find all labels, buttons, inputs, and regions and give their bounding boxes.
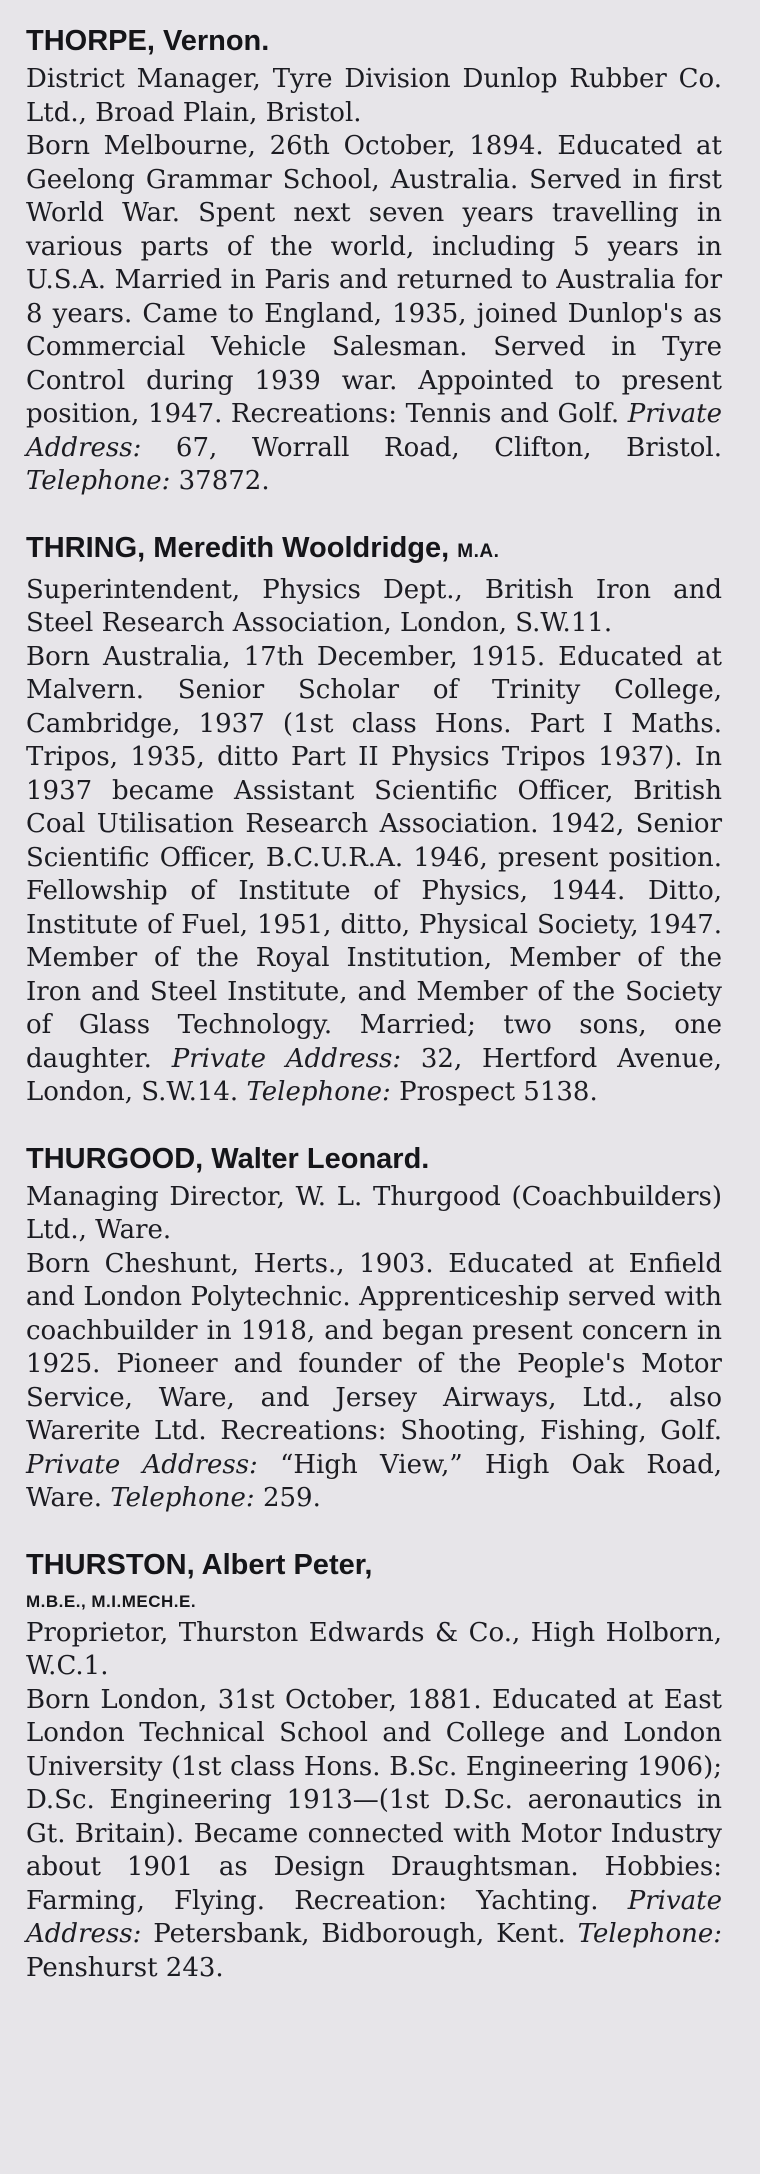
telephone-label: Telephone: <box>577 1919 723 1949</box>
entry-given-names: Meredith Wooldridge, <box>153 531 450 564</box>
address-value: Petersbank, Bidborough, Kent. <box>153 1919 566 1949</box>
entry-thorpe <box>26 22 722 499</box>
address-value: 32, Hertford Avenue, London, S.W.14. <box>26 1043 723 1107</box>
entry-position: Proprietor, Thurston Edwards & Co., High Holborn, W.C.1. <box>26 1617 722 1681</box>
telephone-value: Prospect 5138. <box>399 1077 598 1107</box>
address-label: Private Address: <box>26 1885 722 1949</box>
address-label: Private Address: <box>26 399 722 463</box>
entry-given-names: Walter Leonard. <box>211 1142 430 1175</box>
entry-biography: Born Australia, 17th December, 1915. Educated at Malvern. Senior Scholar of Trinity College, Cambridge, 1937 (1st class Hons. Part I Maths. Tripos, 1935, ditto Part II Physics Tripos 1937). In 1937 became Assistant Scientific Officer, British Coal Utilisation Research Association. 1942, Senior Scientific Officer, B.C.U.R.A. 1946, present position. Fellowship of Institute of Physics, 1944. Ditto, Institute of Fuel, 1951, ditto, Physical Society, 1947. Member of the Royal Institution, Member of the Iron and Steel Institute, and Member of the Society of Glass Technology. Married; two sons, one daughter. Private Address: 32, Hertford Avenue, London, S.W.14. Telephone: Prospect 5138. <box>26 641 723 1107</box>
telephone-value: Penshurst 243. <box>26 1952 224 1983</box>
entry-thurston <box>26 1546 722 1986</box>
telephone-value: 259. <box>262 1483 321 1513</box>
entry-biography: Born Cheshunt, Herts., 1903. Educated at Enfield and London Polytechnic. Apprenticeship served with coachbuilder in 1918, and began present concern in 1925. Pioneer and founder of the People's Motor Service, Ware, and Jersey Airways, Ltd., also Warerite Ltd. Recreations: Shooting, Fishing, Golf. Private Address: “High View,” High Oak Road, Ware. Telephone: 259. <box>26 1248 722 1513</box>
telephone-label: Telephone: <box>110 1483 255 1513</box>
telephone-label: Telephone: <box>26 466 171 496</box>
address-label: Private Address: <box>171 1043 402 1074</box>
address-label: Private Address: <box>26 1449 258 1480</box>
entry-surname: THURSTON, <box>26 1548 195 1581</box>
address-value: 67, Worrall Road, Clifton, Bristol. <box>175 432 723 463</box>
entry-surname: THRING, <box>26 531 146 564</box>
entry-biography: Born London, 31st October, 1881. Educated at East London Technical School and College and London University (1st class Hons. B.Sc. Engineering 1906); D.Sc. Engineering 1913—(1st D.Sc. aeronautics in Gt. Britain). Became connected with Motor Industry about 1901 as Design Draughtsman. Hobbies: Farming, Flying. Recreation: Yachting. Private Address: Petersbank, Bidborough, Kent. Telephone: Penshurst 243. <box>26 1684 723 1983</box>
entry-heading <box>26 1546 722 1584</box>
entry-thurgood <box>26 1140 722 1516</box>
entry-thring <box>26 529 722 1110</box>
address-value: “High View,” High Oak Road, Ware. <box>26 1449 722 1513</box>
entry-position: District Manager, Tyre Division Dunlop Rubber Co. Ltd., Broad Plain, Bristol. <box>26 64 722 128</box>
entry-biography: Born Melbourne, 26th October, 1894. Educated at Geelong Grammar School, Australia. Served in first World War. Spent next seven years travelling in various parts of the world, including 5 years in U.S.A. Married in Paris and returned to Australia for 8 years. Came to England, 1935, joined Dunlop's as Commercial Vehicle Salesman. Served in Tyre Control during 1939 war. Appointed to present position, 1947. Recreations: Tennis and Golf. Private Address: 67, Worrall Road, Clifton, Bristol. Telephone: 37872. <box>26 131 723 496</box>
entry-surname: THURGOOD, <box>26 1142 204 1175</box>
entry-position: Managing Director, W. L. Thurgood (Coachbuilders) Ltd., Ware. <box>26 1181 722 1245</box>
entry-position: Superintendent, Physics Dept., British Iron and Steel Research Association, London, S.W.11. <box>26 574 722 638</box>
entry-heading <box>26 22 722 60</box>
telephone-value: 37872. <box>178 466 270 496</box>
entry-heading <box>26 529 722 571</box>
entry-given-names: Albert Peter, <box>201 1548 373 1581</box>
entry-given-names: Vernon. <box>162 25 270 57</box>
entry-surname: THORPE, <box>26 25 155 57</box>
entry-qualifications: M.A. <box>457 540 500 562</box>
entry-heading <box>26 1140 722 1178</box>
entry-qualifications: M.B.E., M.I.MECH.E. <box>26 1591 197 1611</box>
telephone-label: Telephone: <box>246 1077 391 1107</box>
